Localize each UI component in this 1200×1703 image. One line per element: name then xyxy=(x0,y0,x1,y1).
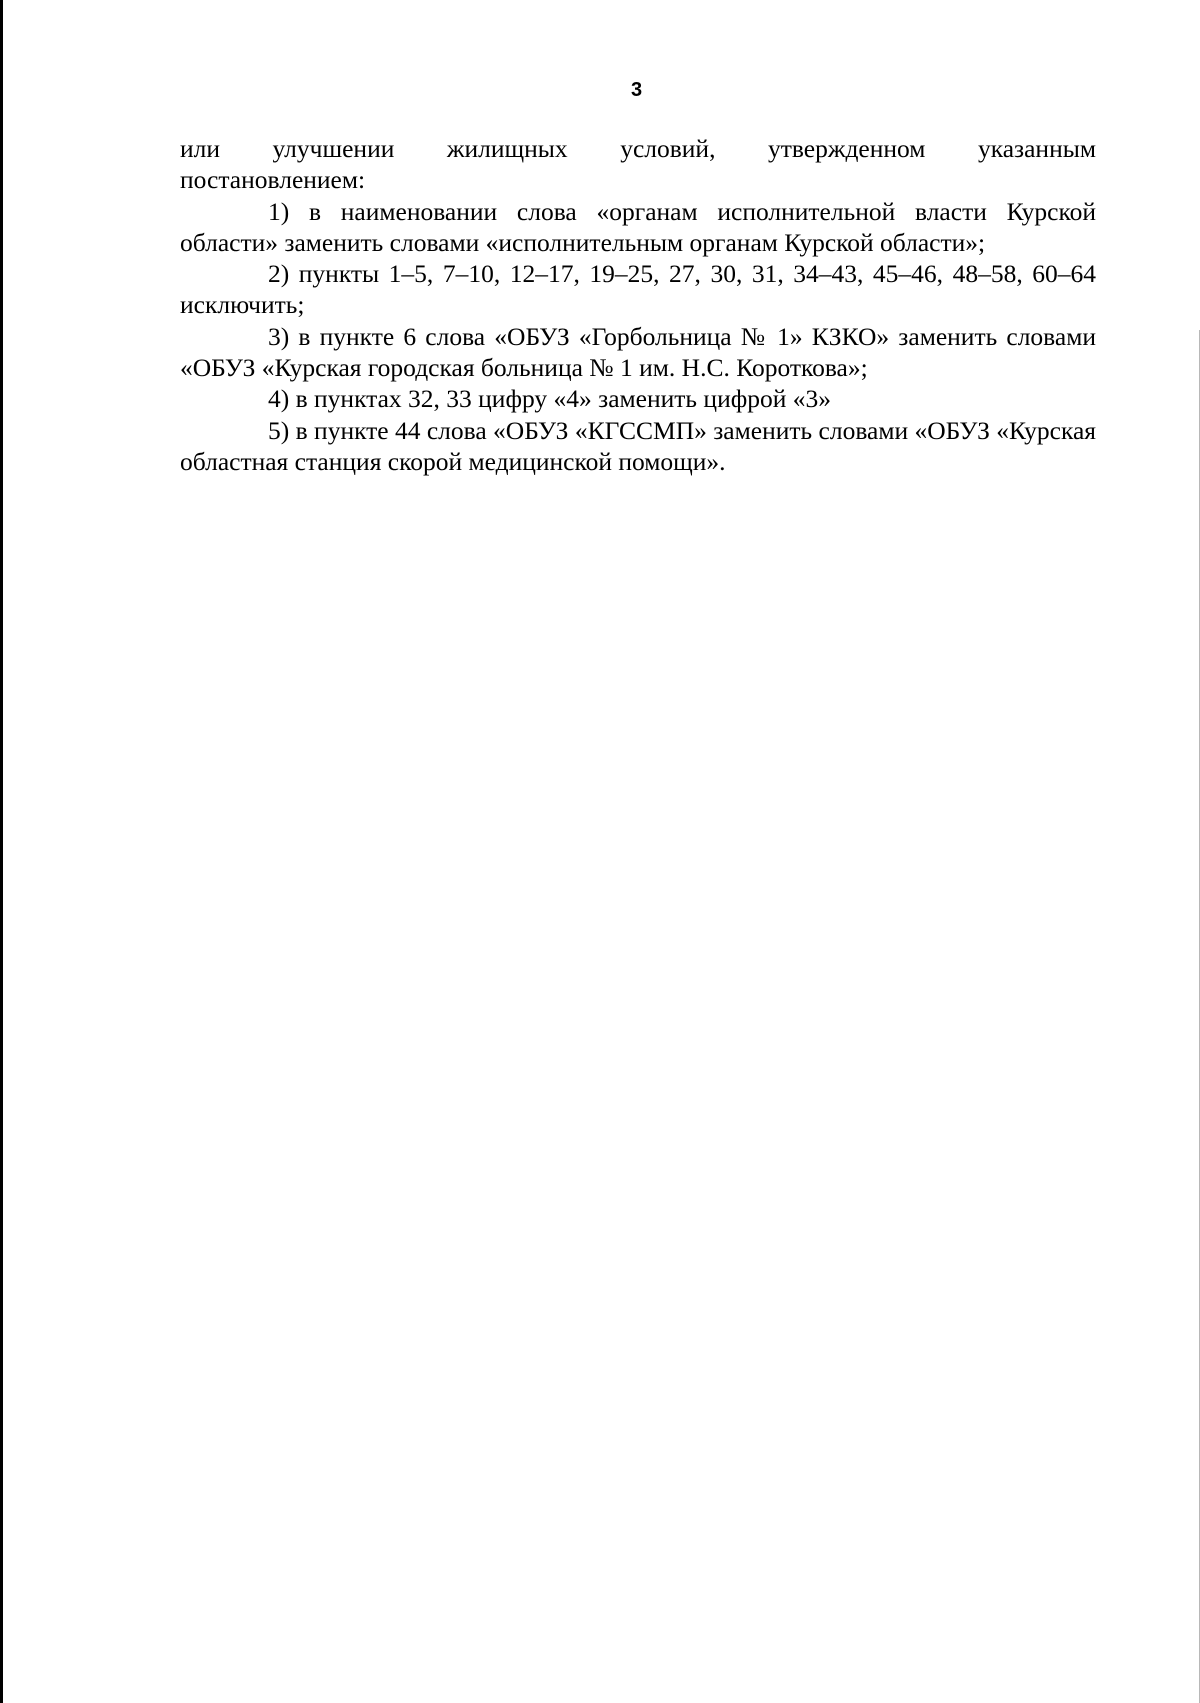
amendment-item-2: 2) пункты 1–5, 7–10, 12–17, 19–25, 27, 30, 31, 34–43, 45–46, 48–58, 60–64 исключить; xyxy=(180,259,1096,320)
amendment-item-1: 1) в наименовании слова «органам исполнительной власти Курской области» заменить словами «исполнительным органам Курской области»; xyxy=(180,196,1096,257)
intro-continuation: постановлением: xyxy=(180,165,366,195)
amendment-item-4: 4) в пунктах 32, 33 цифру «4» заменить цифрой «3» xyxy=(268,384,832,414)
amendment-item-5: 5) в пункте 44 слова «ОБУЗ «КГССМП» заменить словами «ОБУЗ «Курская областная станция скорой медицинской помощи». xyxy=(180,415,1096,476)
intro-line: или улучшении жилищных условий, утвержденном указанным xyxy=(180,134,1096,163)
document-body xyxy=(180,133,1096,477)
page-number: 3 xyxy=(630,79,643,101)
scan-edge-left xyxy=(0,0,3,1703)
amendment-item-3: 3) в пункте 6 слова «ОБУЗ «Горбольница № 1» КЗКО» заменить словами «ОБУЗ «Курская городская больница № 1 им. Н.С. Короткова»; xyxy=(180,321,1096,383)
